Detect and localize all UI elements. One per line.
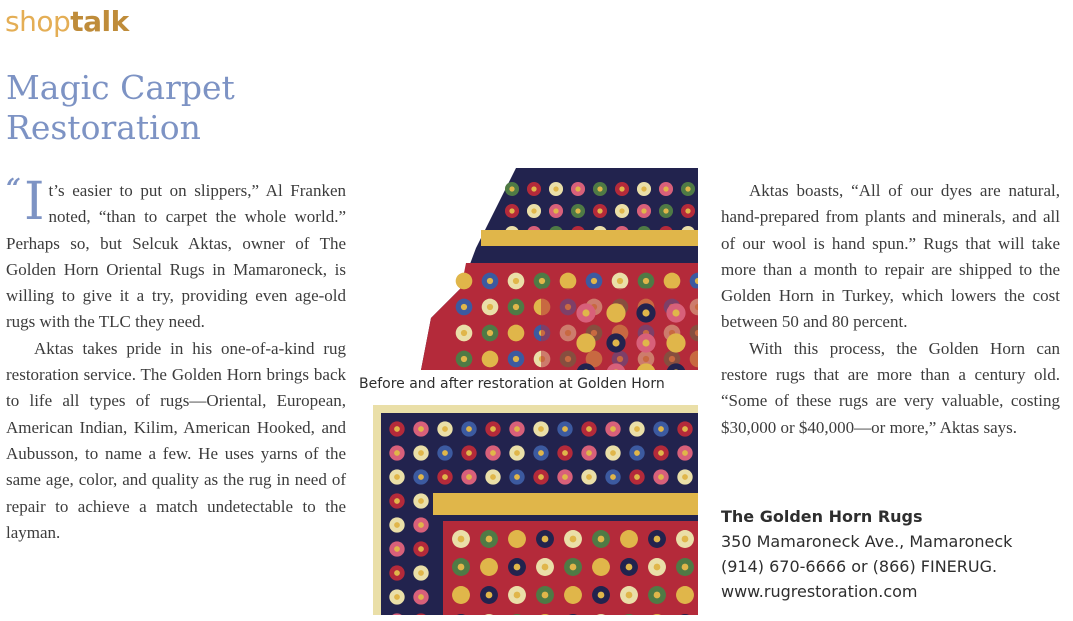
business-name: The Golden Horn Rugs bbox=[721, 507, 923, 526]
business-address: 350 Mamaroneck Ave., Mamaroneck bbox=[721, 532, 1013, 551]
rug-photo-after bbox=[373, 405, 698, 615]
section-tag bbox=[5, 4, 129, 40]
headline-line1: Magic Carpet bbox=[6, 68, 235, 107]
headline-line2: Restoration bbox=[6, 108, 201, 147]
paragraph-3: Aktas boasts, “All of our dyes are natural, hand-prepared from plants and minerals, and all of our wool is hand spun.” Rugs that will take more than a month to repair are shipped to the Golden Horn in Turkey, which lowers the cost between 50 and 80 percent. bbox=[721, 181, 1060, 332]
photo-caption: Before and after restoration at Golden Horn bbox=[359, 376, 665, 392]
contact-block bbox=[721, 504, 1012, 604]
paragraph-1-text: t’s easier to put on slippers,” Al Franken noted, “than to carpet the whole world.” Perhaps so, but Selcuk Aktas, owner of The Golden Horn Oriental Rugs in Mamaroneck, is willing to give it a try, providing even age-old rugs with the TLC they need. bbox=[6, 181, 346, 332]
paragraph-1 bbox=[6, 172, 346, 336]
paragraph-4: With this process, the Golden Horn can restore rugs that are more than a century old. “Some of these rugs are very valuable, costing $30,000 or $40,000—or more,” Aktas says. bbox=[721, 338, 1060, 437]
opening-quote-mark: “ bbox=[6, 174, 21, 204]
paragraph-2: Aktas takes pride in his one-of-a-kind rug restoration service. The Golden Horn brings back to life all types of rugs—Oriental, European, American Indian, Kilim, American Hooked, and Aubusson, to name a few. He uses yarns of the same age, color, and quality as the rug in need of repair to achieve a match undetectable to the layman. bbox=[6, 338, 346, 542]
business-website[interactable]: www.rugrestoration.com bbox=[721, 582, 918, 601]
rug-photo-before bbox=[421, 168, 698, 370]
article-column-left bbox=[6, 172, 346, 546]
section-tag-part2: talk bbox=[70, 5, 129, 38]
drop-cap: I bbox=[24, 172, 45, 232]
business-phone: (914) 670-6666 or (866) FINERUG. bbox=[721, 557, 998, 576]
article-column-right bbox=[721, 178, 1060, 441]
headline bbox=[6, 68, 235, 148]
section-tag-part1: shop bbox=[5, 5, 71, 38]
